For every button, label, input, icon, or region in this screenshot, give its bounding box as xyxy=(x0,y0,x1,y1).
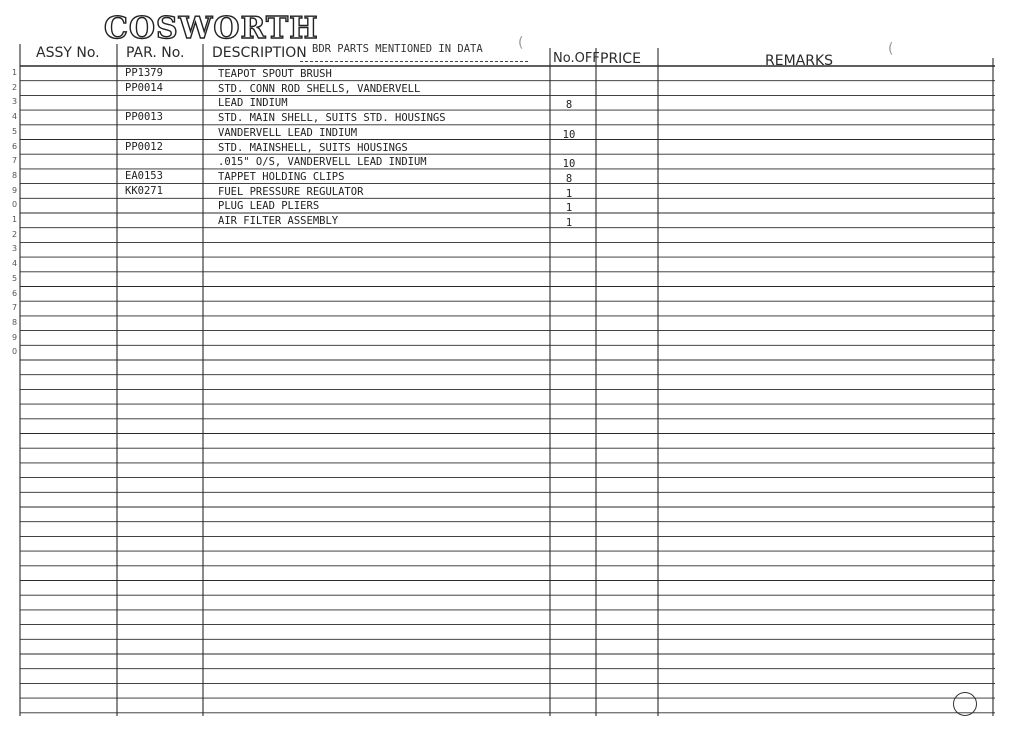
description-text: STD. MAINSHELL, SUITS HOUSINGS xyxy=(218,141,408,154)
description-text: STD. CONN ROD SHELLS, VANDERVELL xyxy=(218,82,421,95)
header-part-no: PAR. No. xyxy=(126,45,185,61)
quantity: 10 xyxy=(562,158,576,171)
row-number: 7 xyxy=(12,156,18,166)
part-number: EA0153 xyxy=(125,169,163,182)
description-text: AIR FILTER ASSEMBLY xyxy=(218,215,339,227)
row-number: 8 xyxy=(12,170,18,180)
cosworth-logo: COSWORTH xyxy=(104,11,319,46)
row-number: 1 xyxy=(12,215,18,224)
sheet-subtitle: BDR PARTS MENTIONED IN DATA xyxy=(312,43,483,55)
row-number: 4 xyxy=(12,259,18,269)
row-number: 7 xyxy=(12,303,18,313)
row-number: 1 xyxy=(12,68,18,77)
row-number: 6 xyxy=(12,141,18,151)
description-text: PLUG LEAD PLIERS xyxy=(218,200,320,213)
quantity: 8 xyxy=(565,172,573,185)
row-number: 4 xyxy=(12,112,18,122)
row-number: 9 xyxy=(12,185,18,195)
row-number: 5 xyxy=(12,273,18,283)
punch-hole xyxy=(953,692,977,716)
dashed-underline xyxy=(300,61,528,62)
part-number: KK0271 xyxy=(125,184,163,197)
description-text: FUEL PRESSURE REGULATOR xyxy=(218,185,364,198)
part-number: PP1379 xyxy=(125,67,163,79)
description-text: .015" O/S, VANDERVELL LEAD INDIUM xyxy=(218,156,427,169)
quantity: 1 xyxy=(565,202,573,215)
row-number: 8 xyxy=(12,317,18,327)
row-number: 3 xyxy=(12,97,18,107)
description-text: STD. MAIN SHELL, SUITS STD. HOUSINGS xyxy=(218,112,446,125)
row-number: 5 xyxy=(12,126,18,136)
header-no-off: No.OFF xyxy=(553,51,600,66)
quantity: 8 xyxy=(565,99,573,112)
row-number: 0 xyxy=(12,200,18,210)
header-assy-no: ASSY No. xyxy=(36,45,100,61)
part-number: PP0013 xyxy=(125,111,163,124)
row-number: 3 xyxy=(12,244,18,254)
description-text: TEAPOT SPOUT BRUSH xyxy=(218,68,332,80)
row-number: 9 xyxy=(12,332,18,342)
quantity: 1 xyxy=(565,217,573,229)
header-description: DESCRIPTION xyxy=(212,45,307,61)
header-price: PRICE xyxy=(600,51,641,67)
row-number: 2 xyxy=(12,82,18,92)
row-number: 2 xyxy=(12,229,18,239)
part-number: PP0014 xyxy=(125,81,163,94)
quantity: 10 xyxy=(562,128,576,141)
header-remarks: REMARKS xyxy=(765,53,834,69)
description-text: TAPPET HOLDING CLIPS xyxy=(218,170,345,183)
row-number: 0 xyxy=(12,347,18,357)
row-number: 6 xyxy=(12,288,18,298)
description-text: LEAD INDIUM xyxy=(218,97,288,110)
part-number: PP0012 xyxy=(125,140,163,153)
pencil-mark: ( xyxy=(518,35,524,51)
description-text: VANDERVELL LEAD INDIUM xyxy=(218,126,358,139)
pencil-mark: ( xyxy=(888,41,894,57)
quantity: 1 xyxy=(565,187,573,200)
